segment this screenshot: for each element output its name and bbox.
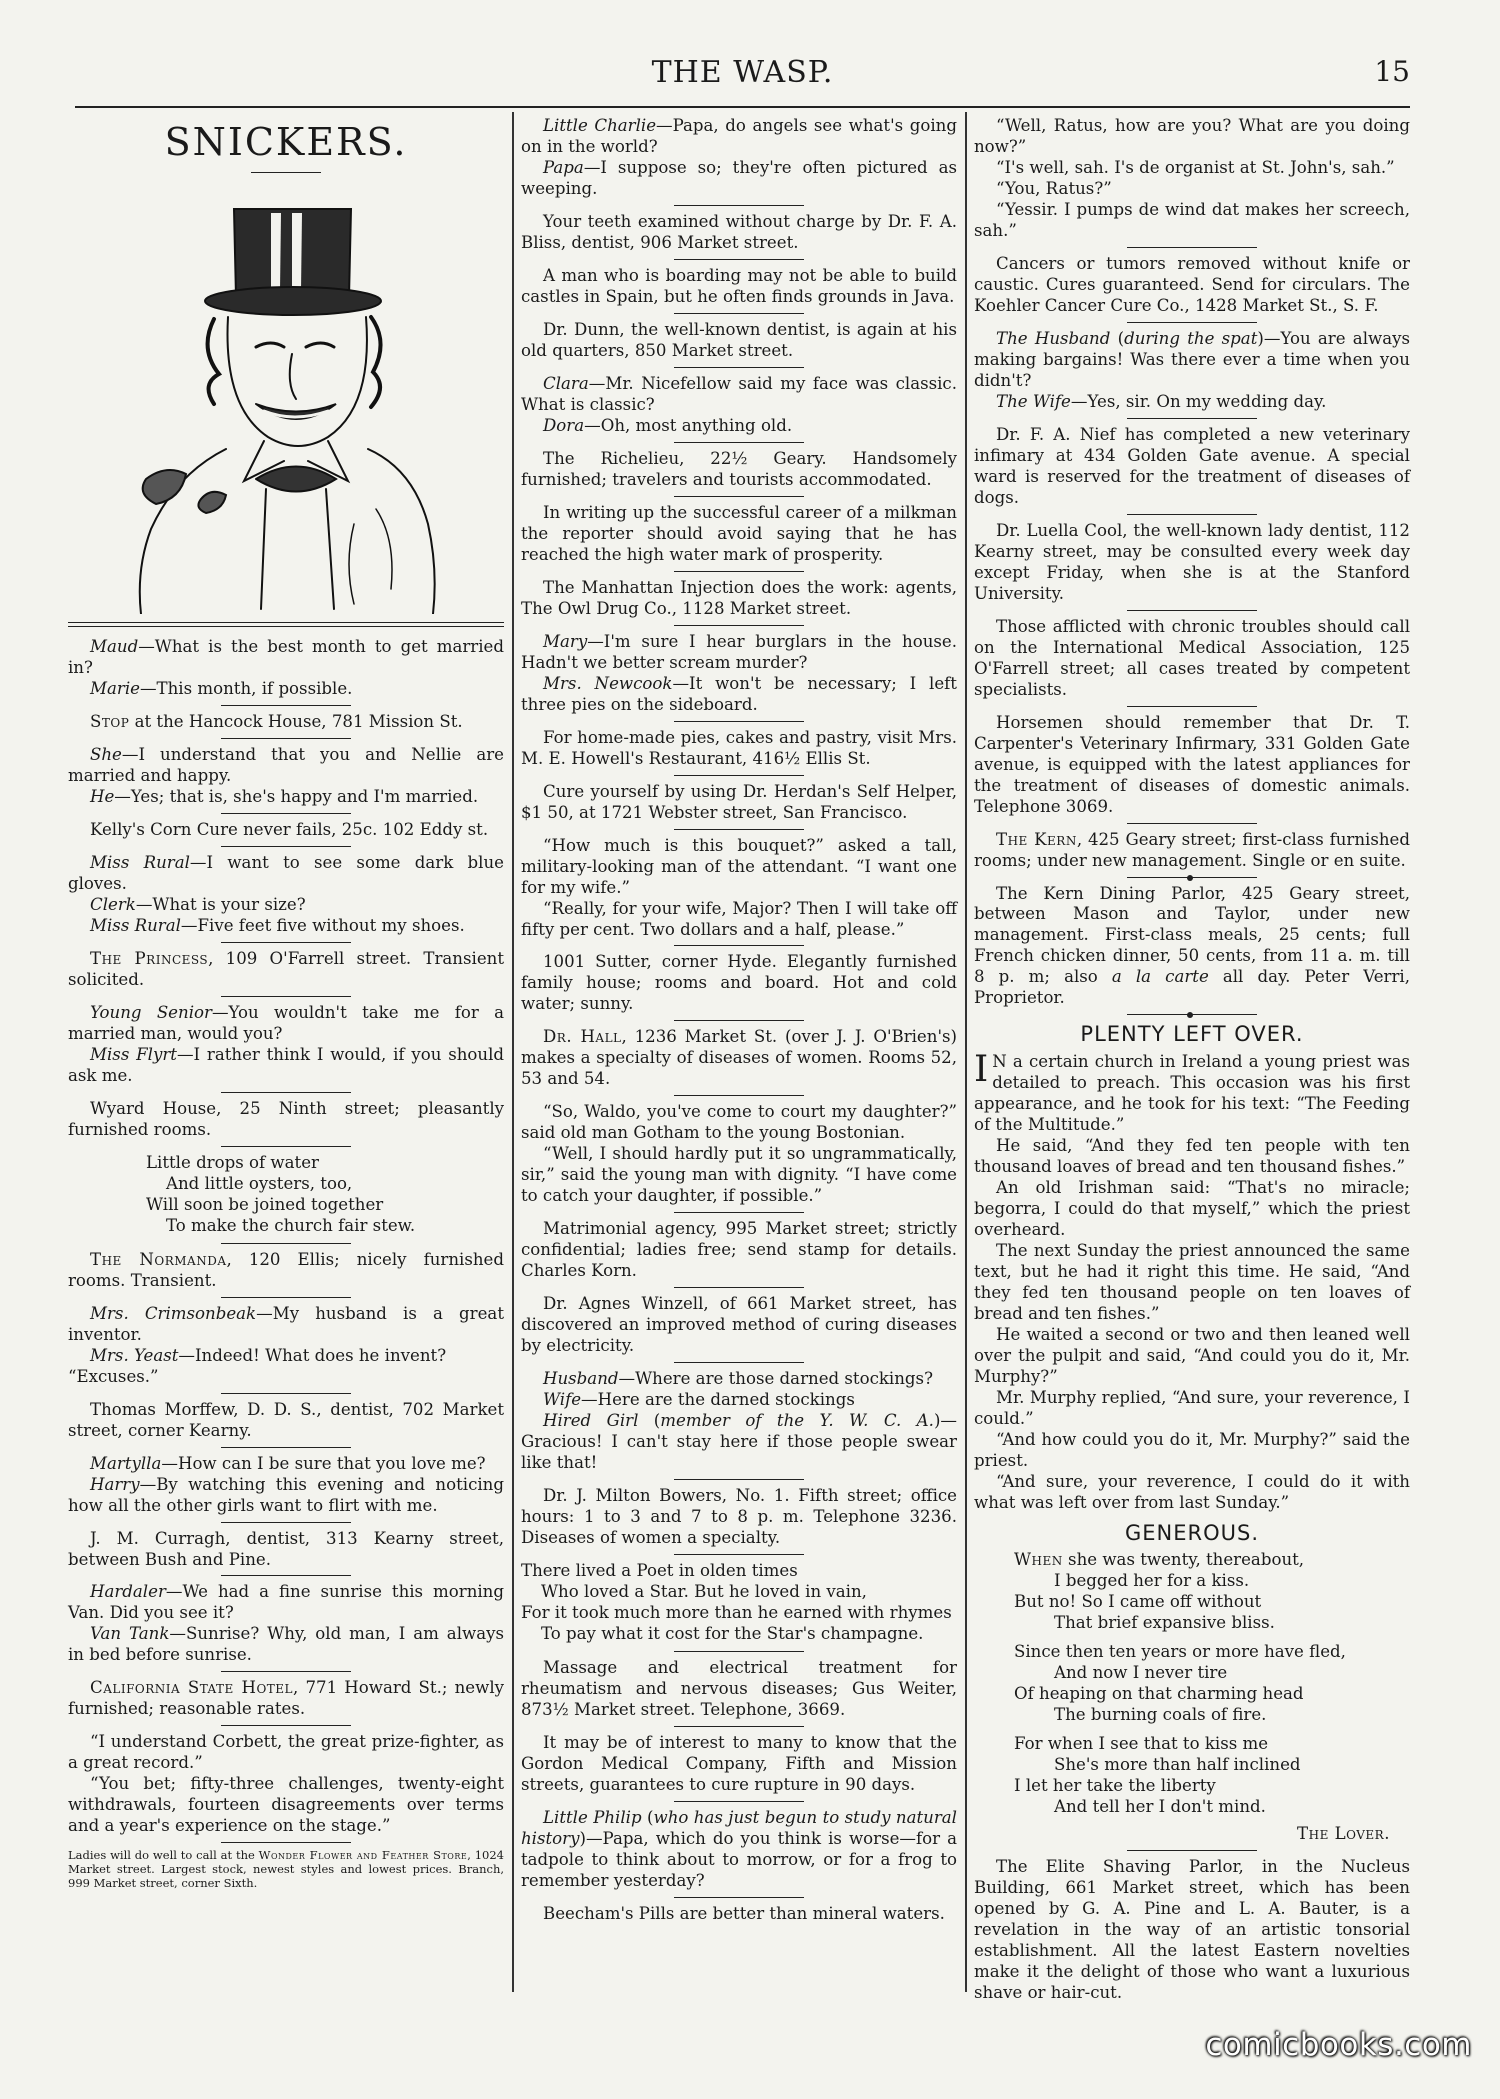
joke-line: )—Papa, which do you think is worse—for a tadpole to think about to morrow, or for a frog to remember yesterday? <box>521 1828 957 1890</box>
verse-line: And little oysters, too, <box>166 1173 353 1193</box>
joke-line: —What is your size? <box>135 894 306 914</box>
item-separator <box>221 813 351 814</box>
ad-text: , 425 Geary street; first-class furnished rooms; under new management. Single or en suite. <box>974 829 1410 870</box>
speaker-name: She <box>90 745 122 764</box>
speaker-name: Husband <box>543 1369 619 1389</box>
ad-item <box>521 1219 957 1282</box>
speaker-name: Van Tank <box>90 1624 170 1644</box>
verse-first-word: When <box>1014 1550 1063 1570</box>
item-separator <box>674 1212 804 1213</box>
joke-item <box>521 632 957 716</box>
verse-line: Of heaping on that charming head <box>1014 1684 1304 1704</box>
joke-line: —I'm sure I hear burglars in the house. Hadn't we better scream murder? <box>521 631 957 672</box>
joke-line: “You bet; fifty-three challenges, twenty-eight withdrawals, fourteen disagreements over terms and a year's experience on the stage.” <box>68 1774 504 1836</box>
speaker-name: Papa <box>543 157 584 177</box>
joke-line: “How much is this bouquet?” asked a tall, military-looking man of the attendant. “I want one for my wife.” <box>521 835 957 897</box>
ad-item <box>68 1099 504 1141</box>
ad-text: Dr. J. Milton Bowers, No. 1. Fifth street; office hours: 1 to 3 and 7 to 8 p. m. Telephone 3236. Diseases of women a specialty. <box>521 1486 957 1548</box>
story-paragraph: An old Irishman said: “That's no miracle; begorra, I could do that myself,” which the priest overheard. <box>974 1177 1410 1239</box>
title-rule <box>251 172 321 173</box>
item-separator <box>1127 1014 1257 1015</box>
ad-text: For home-made pies, cakes and pastry, visit Mrs. M. E. Howell's Restaurant, 416½ Ellis St. <box>521 727 957 768</box>
ad-name: The Princess <box>90 948 209 968</box>
ad-text: , 771 Howard St.; newly furnished; reasonable rates. <box>68 1678 505 1719</box>
caricature-illustration <box>106 179 466 614</box>
item-separator <box>674 1554 804 1555</box>
ad-text: The Kern Dining Parlor, 425 Geary street, between Mason and Taylor, under new management. First-class meals, 25 cents; full French chicken dinner, 50 cents, from 11 a. m. till 8 p. m; also <box>974 883 1410 987</box>
item-separator <box>1127 247 1257 248</box>
ad-item <box>521 1733 957 1796</box>
ad-item <box>521 578 957 620</box>
ad-text: all day. Peter Verri, Proprietor. <box>974 967 1410 1008</box>
joke-line: —I rather think I would, if you should ask me. <box>68 1044 505 1085</box>
story-paragraph: N a certain church in Ireland a young priest was detailed to preach. This occasion was his first appearance, and he took for his text: “The Feeding of the Multitude.” <box>974 1051 1410 1134</box>
item-separator <box>221 996 351 997</box>
speaker-name: The Wife <box>996 391 1071 411</box>
ad-item <box>974 521 1410 605</box>
joke-line: )—You are always making bargains! Was there ever a time when you didn't? <box>974 328 1410 390</box>
ad-name: Dr. Hall <box>543 1027 622 1047</box>
joke-line: )—Gracious! I can't stay here if those people swear like that! <box>521 1411 958 1473</box>
ad-text: It may be of interest to many to know that the Gordon Medical Company, Fifth and Mission streets, guarantees to cure rupture in 90 days. <box>521 1732 957 1794</box>
speaker-name: Hardaler <box>90 1582 166 1602</box>
section-double-rule <box>68 622 504 627</box>
ad-text: Beecham's Pills are better than mineral waters. <box>543 1903 945 1923</box>
verse <box>521 1561 957 1645</box>
item-separator <box>674 945 804 946</box>
joke-line: “Yessir. I pumps de wind dat makes her screech, sah.” <box>974 199 1410 240</box>
joke-line: —Where are those darned stockings? <box>618 1369 933 1389</box>
item-separator <box>674 367 804 368</box>
item-separator <box>221 1671 351 1672</box>
item-separator <box>674 1479 804 1480</box>
speaker-name: Marie <box>90 679 140 699</box>
ad-item <box>521 782 957 824</box>
joke-line: —Here are the darned stockings <box>581 1390 855 1410</box>
column-1 <box>68 116 504 1895</box>
item-separator <box>221 1725 351 1726</box>
joke-item <box>521 503 957 566</box>
ad-text: 1001 Sutter, corner Hyde. Elegantly furnished family house; rooms and board. Hot and cold water; sunny. <box>521 952 957 1014</box>
item-separator <box>674 721 804 722</box>
speaker-name: Mary <box>543 631 588 651</box>
site-watermark: comicbooks.com <box>1205 2027 1472 2063</box>
joke-line: In writing up the successful career of a milkman the reporter should avoid saying that he has reached the high water mark of prosperity. <box>521 502 957 564</box>
ad-text: Horsemen should remember that Dr. T. Carpenter's Veterinary Infirmary, 331 Golden Gate avenue, is equipped with the latest appliances for the treatment of diseases of domestic animals. Telephone 3069. <box>974 712 1410 816</box>
joke-line: —Papa, do angels see what's going on in the world? <box>521 116 957 156</box>
joke-line: “I understand Corbett, the great prize-fighter, as a great record.” <box>68 1732 504 1773</box>
joke-line: “Well, I should hardly put it so ungrammatically, sir,” said the young man with dignity. “I have come to catch your daughter, if possible.” <box>521 1144 957 1206</box>
item-separator <box>674 259 804 260</box>
joke-item <box>68 1732 504 1837</box>
joke-item <box>521 1808 957 1892</box>
ad-item <box>521 1904 957 1925</box>
verse-line: The burning coals of fire. <box>1054 1705 1267 1725</box>
ad-text-italic: a la carte <box>1111 967 1209 987</box>
item-separator <box>1127 514 1257 515</box>
ad-item <box>974 425 1410 509</box>
ad-text: Massage and electrical treatment for rheumatism and nervous diseases; Gus Weiter, 873½ Market street. Telephone, 3669. <box>521 1658 957 1719</box>
ad-item <box>68 1849 504 1890</box>
speaker-name: Miss Rural <box>90 852 190 872</box>
verse-line: To pay what it cost for the Star's champagne. <box>541 1624 924 1644</box>
joke-item <box>521 116 957 200</box>
verse-line: I begged her for a kiss. <box>1054 1571 1250 1591</box>
joke-line: —You wouldn't take me for a married man, would you? <box>68 1002 504 1043</box>
item-separator <box>1127 823 1257 824</box>
speaker-name: Martylla <box>90 1453 162 1473</box>
speaker-name: He <box>90 786 115 806</box>
joke-line: —By watching this evening and noticing how all the other girls want to flirt with me. <box>68 1474 504 1515</box>
item-separator <box>221 846 351 847</box>
item-separator <box>221 1842 351 1843</box>
speaker-name: Dora <box>543 415 585 435</box>
ad-item <box>68 1529 504 1571</box>
item-separator <box>674 1287 804 1288</box>
joke-item <box>521 1369 957 1474</box>
joke-line: ( <box>638 1411 661 1431</box>
joke-line: —It won't be necessary; I left three pies on the sideboard. <box>521 673 957 714</box>
ad-text: Dr. Dunn, the well-known dentist, is again at his old quarters, 850 Market street. <box>521 319 957 360</box>
magazine-title: THE WASP. <box>651 55 834 90</box>
story-paragraph: Mr. Murphy replied, “And sure, your reverence, I could.” <box>974 1387 1410 1428</box>
verse-line: She's more than half inclined <box>1054 1755 1301 1775</box>
story-paragraph: He waited a second or two and then leaned well over the pulpit and said, “And could you do it, Mr. Murphy?” <box>974 1324 1410 1386</box>
speaker-name: Wife <box>543 1390 582 1410</box>
story-paragraph: He said, “And they fed ten people with ten thousand loaves of bread and ten thousand fishes.” <box>974 1135 1410 1176</box>
ad-item <box>521 320 957 362</box>
column-divider <box>512 112 514 1992</box>
speaker-name: Harry <box>90 1474 140 1494</box>
item-separator <box>674 571 804 572</box>
ad-item <box>521 1027 957 1090</box>
ad-text: Ladies will do well to call at the <box>68 1848 259 1863</box>
verse-line: There lived a Poet in olden times <box>521 1561 798 1581</box>
ad-item <box>521 212 957 254</box>
joke-line: ( <box>1110 328 1125 348</box>
joke-item <box>521 836 957 941</box>
ad-item <box>68 949 504 991</box>
column-2 <box>521 116 957 1929</box>
joke-line: “Well, Ratus, how are you? What are you doing now?” <box>974 116 1410 156</box>
item-separator <box>221 1447 351 1448</box>
speaker-name: Maud <box>90 637 139 657</box>
ad-text: Dr. Luella Cool, the well-known lady dentist, 112 Kearny street, may be consulted every week day except Friday, when she is at the Stanford University. <box>974 520 1410 603</box>
ad-text: Your teeth examined without charge by Dr. F. A. Bliss, dentist, 906 Market street. <box>521 211 957 252</box>
joke-line: “Excuses.” <box>68 1366 159 1386</box>
item-separator <box>1127 610 1257 611</box>
item-separator <box>674 1020 804 1021</box>
item-separator <box>674 1801 804 1802</box>
joke-line: “So, Waldo, you've come to court my daughter?” said old man Gotham to the young Bostonian. <box>521 1102 957 1143</box>
drop-cap: I <box>974 1048 989 1090</box>
item-separator <box>674 442 804 443</box>
joke-line: —My husband is a great inventor. <box>68 1303 504 1344</box>
item-separator <box>1127 322 1257 323</box>
joke-item <box>68 1582 504 1666</box>
ad-text: , 109 O'Farrell street. Transient solicited. <box>68 948 504 989</box>
joke-item <box>521 374 957 437</box>
ad-name: California State Hotel <box>90 1678 294 1698</box>
joke-line: —Yes, sir. On my wedding day. <box>1070 391 1327 411</box>
verse-line: And tell her I don't mind. <box>1054 1797 1266 1817</box>
joke-item <box>521 266 957 308</box>
ad-text: , 1236 Market St. (over J. J. O'Brien's) makes a specialty of diseases of women. Rooms 52, 53 and 54. <box>521 1027 957 1089</box>
item-separator <box>221 942 351 943</box>
speaker-name: Hired Girl <box>543 1411 639 1431</box>
joke-line: —Five feet five without my shoes. <box>180 915 465 935</box>
verse-line: Little drops of water <box>146 1152 319 1172</box>
page-header <box>75 55 1410 95</box>
item-separator <box>221 1297 351 1298</box>
item-separator <box>221 1522 351 1523</box>
ad-text: , 120 Ellis; nicely furnished rooms. Transient. <box>68 1249 504 1290</box>
ad-text: Wyard House, 25 Ninth street; pleasantly furnished rooms. <box>68 1098 504 1139</box>
ad-item <box>68 1400 504 1442</box>
ad-item <box>521 1294 957 1357</box>
ad-text: at the Hancock House, 781 Mission St. <box>129 712 463 732</box>
story-paragraph: “And sure, your reverence, I could do it with what was left over from last Sunday.” <box>974 1471 1410 1512</box>
joke-item <box>68 853 504 937</box>
joke-line: —What is the best month to get married in? <box>68 637 504 678</box>
joke-line: —Mr. Nicefellow said my face was classic. What is classic? <box>521 373 957 414</box>
joke-item <box>974 329 1410 413</box>
ad-text: Thomas Morffew, D. D. S., dentist, 702 Market street, corner Kearny. <box>68 1399 504 1440</box>
ad-text: Those afflicted with chronic troubles should call on the International Medical Association, 125 O'Farrell street; all cases treated by competent specialists. <box>974 616 1410 699</box>
ad-item <box>974 254 1410 317</box>
verse-line: Who loved a Star. But he loved in vain, <box>541 1582 867 1602</box>
joke-item <box>521 1102 957 1207</box>
joke-item <box>974 116 1410 242</box>
joke-line: —This month, if possible. <box>139 679 353 699</box>
item-separator <box>221 738 351 739</box>
speaker-name: Young Senior <box>90 1002 212 1022</box>
speaker-name: Clerk <box>90 894 136 914</box>
joke-line: —Oh, most anything old. <box>584 415 793 435</box>
ad-text: Cancers or tumors removed without knife or caustic. Cures guaranteed. Send for circulars. The Koehler Cancer Cure Co., 1428 Market St., S. F. <box>974 253 1410 315</box>
poem <box>974 1550 1410 1818</box>
verse-line: she was twenty, thereabout, <box>1062 1550 1305 1570</box>
column-3 <box>974 116 1410 2008</box>
ad-item <box>974 1857 1410 2004</box>
joke-item <box>68 745 504 808</box>
column-divider <box>965 112 967 1992</box>
verse-line: That brief expansive bliss. <box>1054 1613 1275 1633</box>
item-separator <box>1127 418 1257 419</box>
verse-line: To make the church fair stew. <box>166 1215 416 1235</box>
ad-text: , 1024 Market street. Largest stock, newest styles and lowest prices. Branch, 999 Market street, corner Sixth. <box>68 1848 504 1890</box>
verse <box>68 1153 504 1237</box>
ad-item <box>521 952 957 1015</box>
section-title-plenty-left-over: PLENTY LEFT OVER. <box>1080 1022 1304 1047</box>
verse-line: Will soon be joined together <box>146 1194 384 1214</box>
ad-item <box>974 830 1410 872</box>
joke-line: “I's well, sah. I's de organist at St. John's, sah.” <box>996 157 1395 177</box>
joke-line: “Really, for your wife, Major? Then I will take off fifty per cent. Two dollars and a half, please.” <box>521 898 957 939</box>
ad-item <box>68 712 504 733</box>
speaker-name: Miss Flyrt <box>90 1044 177 1064</box>
joke-line: “You, Ratus?” <box>996 178 1112 198</box>
ad-name: The Kern <box>996 829 1077 849</box>
item-separator <box>674 1095 804 1096</box>
joke-line: —How can I be sure that you love me? <box>161 1453 486 1473</box>
ad-item <box>68 820 504 841</box>
ad-text: The Elite Shaving Parlor, in the Nucleus Building, 661 Market street, which has been opened by G. A. Pine and L. A. Bauter, is a revelation in the way of an artistic tonsorial establishment. All the latest Eastern novelties make it the delight of those who want a luxurious shave or hair-cut. <box>974 1856 1410 2002</box>
joke-line: —I suppose so; they're often pictured as weeping. <box>521 157 957 198</box>
ad-text: Cure yourself by using Dr. Herdan's Self Helper, $1 50, at 1721 Webster street, San Francisco. <box>521 781 957 822</box>
speaker-name: Miss Rural <box>90 915 181 935</box>
item-separator <box>1127 877 1257 878</box>
speaker-name: Mrs. Crimsonbeak <box>90 1303 257 1323</box>
verse-line: And now I never tire <box>1054 1663 1228 1683</box>
item-separator <box>221 1243 351 1244</box>
section-title-generous: GENEROUS. <box>1124 1520 1259 1545</box>
speaker-aside: during the spat <box>1124 328 1258 348</box>
item-separator <box>674 829 804 830</box>
item-separator <box>674 1362 804 1363</box>
ad-item <box>521 449 957 491</box>
item-separator <box>674 1651 804 1652</box>
ad-item <box>68 1678 504 1720</box>
joke-line: —I want to see some dark blue gloves. <box>68 852 504 893</box>
speaker-name: Mrs. Newcook <box>543 673 673 693</box>
ad-text: The Richelieu, 22½ Geary. Handsomely furnished; travelers and tourists accommodated. <box>521 448 957 489</box>
ad-name: Wonder Flower and Feather Store <box>258 1848 468 1863</box>
ad-item <box>974 713 1410 818</box>
item-separator <box>1127 706 1257 707</box>
ad-item <box>521 1658 957 1721</box>
ad-item <box>521 1486 957 1549</box>
ad-name: The Normanda <box>90 1249 227 1269</box>
joke-item <box>68 1454 504 1517</box>
item-separator <box>221 1092 351 1093</box>
ad-text: Dr. Agnes Winzell, of 661 Market street, has discovered an improved method of curing diseases by electricity. <box>521 1294 957 1356</box>
joke-line: A man who is boarding may not be able to build castles in Spain, but he often finds grounds in Java. <box>521 265 957 306</box>
item-separator <box>1127 1850 1257 1851</box>
item-separator <box>674 313 804 314</box>
story-item <box>974 1048 1410 1514</box>
item-separator <box>221 1393 351 1394</box>
ad-name: Stop <box>90 712 130 732</box>
joke-line: ( <box>641 1807 654 1827</box>
ad-item <box>68 1250 504 1292</box>
speaker-aside: who has just begun to study natural history <box>521 1807 957 1848</box>
item-separator <box>674 205 804 206</box>
ad-text: Dr. F. A. Nief has completed a new veterinary infimary at 434 Golden Gate avenue. A special ward is reserved for the treatment of diseases of dogs. <box>974 424 1410 507</box>
page-number: 15 <box>1374 55 1410 88</box>
story-paragraph: The next Sunday the priest announced the same text, but he had it right this time. He said, “And they fed ten thousand people on ten loaves of bread and ten fishes.” <box>974 1240 1410 1323</box>
speaker-name: Clara <box>543 373 589 393</box>
ad-item <box>974 884 1410 1010</box>
item-separator <box>221 1575 351 1576</box>
section-title-snickers: SNICKERS. <box>164 120 408 164</box>
joke-item <box>68 1304 504 1388</box>
item-separator <box>674 775 804 776</box>
ad-text: The Manhattan Injection does the work: agents, The Owl Drug Co., 1128 Market street. <box>521 577 957 618</box>
speaker-aside: member of the Y. W. C. A. <box>660 1411 934 1431</box>
ad-item <box>521 728 957 770</box>
ad-text: Matrimonial agency, 995 Market street; strictly confidential; ladies free; send stamp for details. Charles Korn. <box>521 1219 957 1281</box>
item-separator <box>674 1897 804 1898</box>
speaker-name: Mrs. Yeast <box>90 1345 179 1365</box>
ad-text: J. M. Curragh, dentist, 313 Kearny street, between Bush and Pine. <box>68 1528 504 1569</box>
ad-item <box>974 617 1410 701</box>
item-separator <box>674 1726 804 1727</box>
verse-line: I let her take the liberty <box>1014 1776 1216 1796</box>
speaker-name: Little Charlie <box>543 116 657 135</box>
verse-line: Since then ten years or more have fled, <box>1014 1642 1346 1662</box>
joke-line: —Indeed! What does he invent? <box>178 1345 447 1365</box>
joke-line: —I understand that you and Nellie are married and happy. <box>68 745 504 785</box>
story-paragraph: “And how could you do it, Mr. Murphy?” said the priest. <box>974 1429 1410 1470</box>
joke-line: —Yes; that is, she's happy and I'm married. <box>114 786 479 806</box>
poem-signature: The Lover. <box>1297 1824 1390 1843</box>
verse-line: For when I see that to kiss me <box>1014 1734 1269 1754</box>
item-separator <box>221 1146 351 1147</box>
joke-line: —We had a fine sunrise this morning Van. Did you see it? <box>68 1582 504 1623</box>
item-separator <box>221 705 351 706</box>
header-rule <box>75 106 1410 108</box>
verse-line: But no! So I came off without <box>1014 1592 1262 1612</box>
verse-line: For it took much more than he earned with rhymes <box>521 1603 952 1623</box>
ad-text: Kelly's Corn Cure never fails, 25c. 102 Eddy st. <box>90 819 489 839</box>
joke-item <box>68 637 504 700</box>
item-separator <box>674 625 804 626</box>
speaker-name: The Husband <box>996 328 1111 348</box>
joke-item <box>68 1003 504 1087</box>
speaker-name: Little Philip <box>543 1807 642 1827</box>
item-separator <box>674 496 804 497</box>
joke-line: —Sunrise? Why, old man, I am always in bed before sunrise. <box>68 1624 504 1665</box>
